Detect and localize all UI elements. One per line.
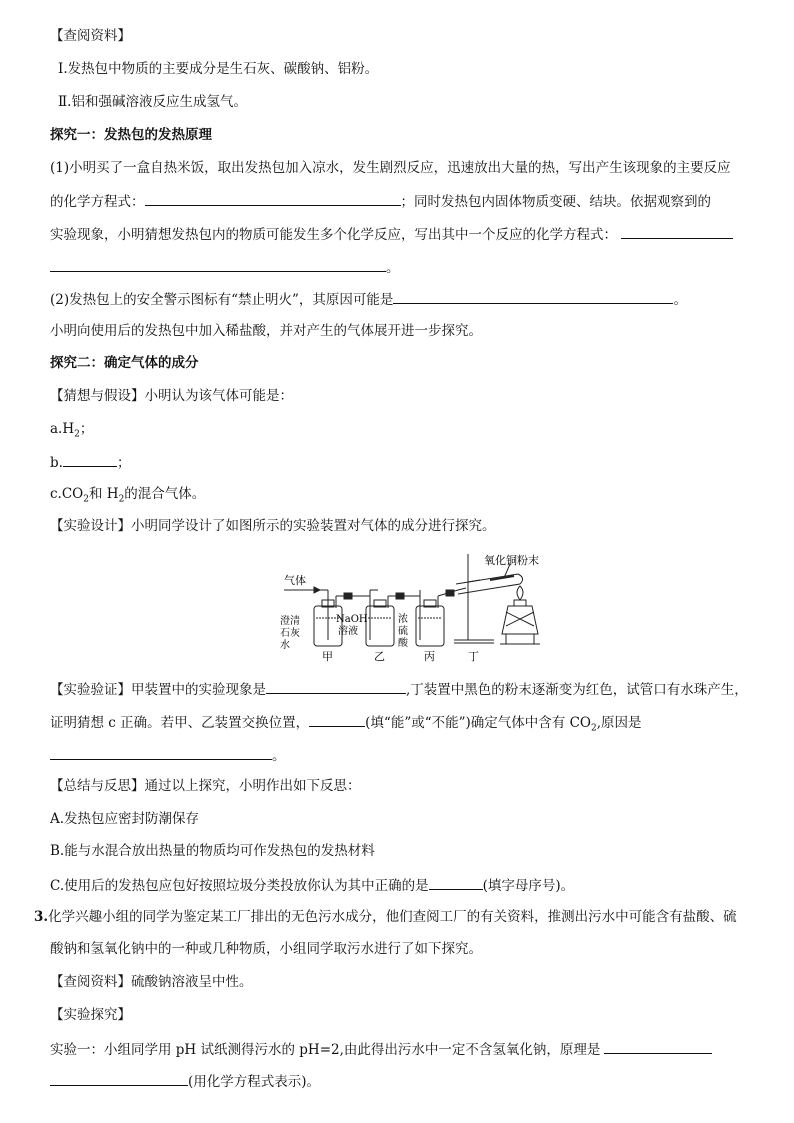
verification-line-2	[50, 712, 642, 732]
experiment-apparatus-figure	[270, 546, 550, 666]
text-segment: ；	[79, 421, 94, 437]
apparatus-label-bing: 丙	[424, 650, 435, 663]
question-1-line-2	[50, 191, 711, 211]
transition-text: 小明向使用后的发热包中加入稀盐酸，并对产生的气体展开进一步探究。	[50, 323, 482, 339]
answer-blank[interactable]	[621, 224, 733, 239]
text-segment: a.H	[50, 421, 75, 437]
reagent-label: 酸	[398, 638, 408, 649]
answer-blank[interactable]	[604, 1039, 712, 1054]
question-1-line-3	[50, 224, 733, 244]
text-segment: 化学兴趣小组的同学为鉴定某工厂排出的无色污水成分，他们查阅工厂的有关资料，推测出污水中可能含有盐酸、硫	[48, 909, 737, 925]
question-1-text: (1)小明买了一盒自热米饭，取出发热包加入凉水，发生剧烈反应，迅速放出大量的热，写出产生该现象的主要反应	[50, 160, 731, 176]
inquiry-1-heading: 探究一：发热包的发热原理	[50, 127, 212, 143]
text-segment: 实验现象，小明猜想发热包内的物质可能发生多个化学反应，写出其中一个反应的化学方程式：	[50, 227, 617, 243]
text-segment: C.使用后的发热包应包好按照垃圾分类投放你认为其中正确的是	[50, 878, 429, 894]
alcohol-lamp	[500, 586, 540, 644]
text-segment: 。	[272, 748, 286, 764]
hypothesis-c	[50, 485, 205, 503]
reflection-option-a: A.发热包应密封防潮保存	[50, 811, 200, 827]
inquiry-2-heading: 探究二：确定气体的成分	[50, 355, 199, 371]
text-segment: (用化学方程式表示)。	[188, 1074, 321, 1090]
reflection-option-b: B.能与水混合放出热量的物质均可作发热包的发热材料	[50, 843, 375, 859]
text-segment: 。	[386, 260, 400, 276]
apparatus-label-yi: 乙	[374, 650, 385, 663]
reflection-heading: 【总结与反思】通过以上探究，小明作出如下反思：	[50, 778, 361, 794]
answer-blank[interactable]	[266, 679, 406, 694]
reflection-option-c	[50, 875, 574, 895]
answer-blank[interactable]	[429, 875, 483, 890]
answer-blank[interactable]	[393, 289, 673, 304]
subscript: 2	[74, 429, 80, 440]
apparatus-label-ding: 丁	[468, 650, 479, 663]
answer-blank[interactable]	[309, 712, 365, 727]
reagent-label: 浓	[398, 614, 408, 625]
reference-item-2: Ⅱ.铝和强碱溶液反应生成氢气。	[58, 94, 247, 110]
section-heading-reference: 【查阅资料】	[50, 28, 131, 44]
answer-blank[interactable]	[63, 452, 117, 467]
apparatus-label-jia: 甲	[322, 650, 333, 663]
text-segment: 和 H	[88, 486, 119, 502]
text-segment: 证明猜想 c 正确。若甲、乙装置交换位置，	[50, 715, 310, 731]
answer-blank[interactable]	[50, 745, 272, 760]
gas-label: 气体	[284, 574, 306, 587]
experiment-1-line-1	[50, 1039, 712, 1059]
answer-blank[interactable]	[145, 191, 401, 206]
reference-item-1: Ⅰ.发热包中物质的主要成分是生石灰、碳酸钠、铝粉。	[58, 61, 379, 77]
question-3-line-2: 酸钠和氢氧化钠中的一种或几种物质，小组同学取污水进行了如下探究。	[50, 941, 482, 957]
hypothesis-a	[50, 420, 93, 438]
reagent-label: 水	[280, 640, 290, 651]
reagent-label: 澄清	[280, 616, 300, 627]
text-segment: ；同时发热包内固体物质变硬、结块。依据观察到的	[400, 194, 711, 210]
text-segment: b.	[50, 455, 63, 471]
text-segment: (2)发热包上的安全警示图标有“禁止明火”，其原因可能是	[50, 292, 394, 308]
question-2-text	[50, 289, 687, 309]
question-1-line-4	[50, 257, 400, 277]
subscript: 2	[590, 723, 597, 734]
verification-line-1	[50, 679, 748, 699]
subscript: 2	[83, 494, 89, 505]
text-segment: 的混合气体。	[124, 486, 206, 502]
text-segment: c.CO	[50, 486, 84, 502]
text-segment: 。	[673, 292, 687, 308]
text-segment: 【实验验证】甲装置中的实验现象是	[50, 682, 266, 698]
question-3-line-1	[34, 908, 737, 926]
experiment-1-line-2	[50, 1071, 320, 1091]
reagent-label: 溶液	[338, 626, 358, 637]
subscript: 2	[118, 494, 125, 505]
text-segment: ,丁装置中黑色的粉末逐渐变为红色，试管口有水珠产生，	[406, 682, 748, 698]
text-segment: ；	[116, 455, 131, 471]
text-segment: ,原因是	[596, 715, 642, 731]
reagent-label: 石灰	[280, 628, 300, 639]
experiment-design-text: 【实验设计】小明同学设计了如图所示的实验装置对气体的成分进行探究。	[50, 518, 496, 534]
test-tube-ding	[456, 574, 523, 594]
text-segment: (填“能”或“不能”)确定气体中含有 CO	[365, 715, 591, 731]
reagent-label: 硫	[398, 626, 408, 637]
reagent-label: NaOH	[336, 614, 368, 625]
hypothesis-b	[50, 452, 130, 472]
answer-blank[interactable]	[50, 257, 386, 272]
text-segment: (填字母序号)。	[482, 878, 575, 894]
text-segment: 实验一：小组同学用 pH 试纸测得污水的 pH=2,由此得出污水中一定不含氢氧化钠，原理是	[50, 1042, 601, 1058]
answer-blank[interactable]	[50, 1071, 188, 1086]
hypothesis-heading: 【猜想与假设】小明认为该气体可能是：	[50, 388, 293, 404]
arrow-icon	[314, 587, 320, 593]
copper-oxide-label: 氧化铜粉末	[484, 554, 539, 567]
question-3-reference: 【查阅资料】硫酸钠溶液呈中性。	[50, 974, 253, 990]
text-segment: 的化学方程式：	[50, 194, 145, 210]
verification-line-3	[50, 745, 286, 765]
experiment-inquiry-heading: 【实验探究】	[50, 1007, 131, 1023]
question-number: 3.	[34, 909, 49, 925]
